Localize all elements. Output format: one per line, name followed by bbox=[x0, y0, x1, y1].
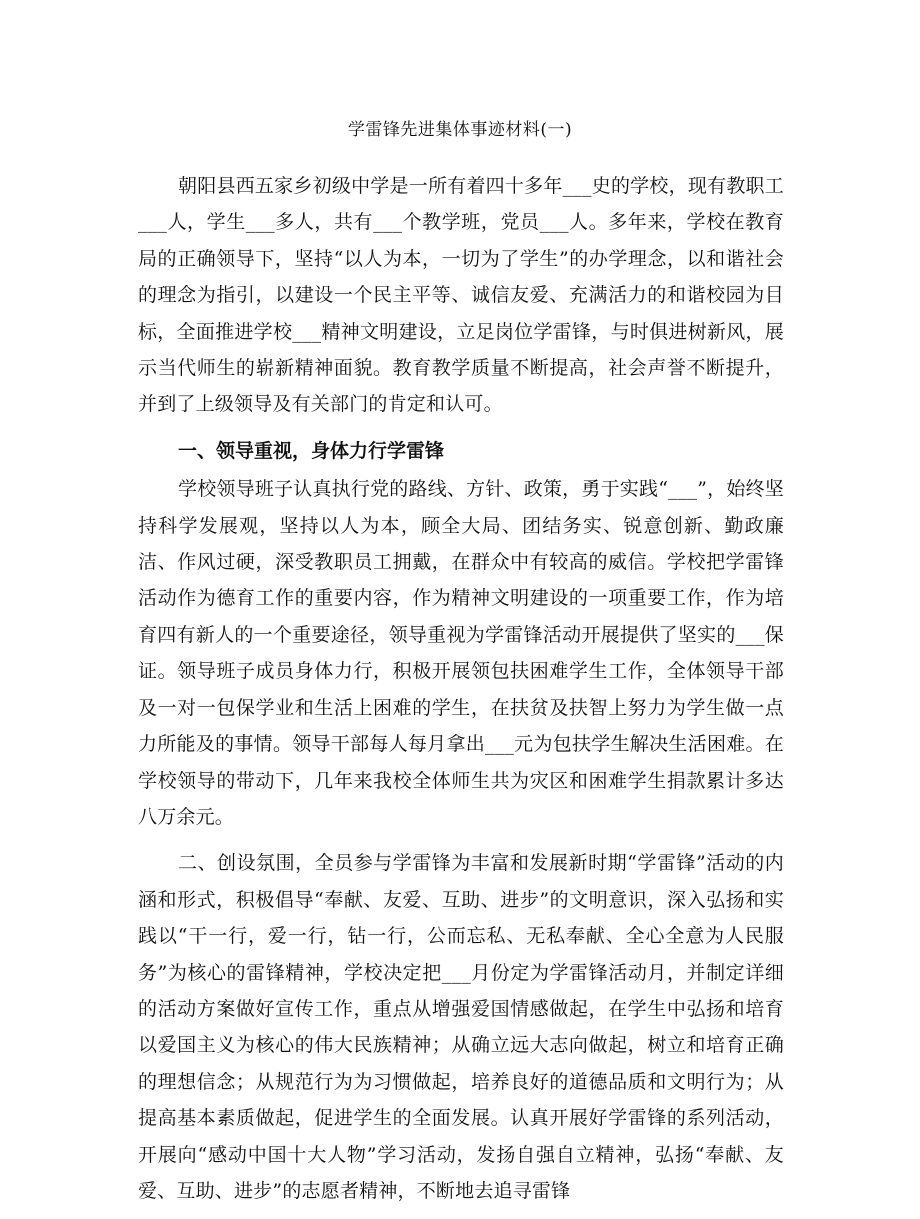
intro-paragraph: 朝阳县西五家乡初级中学是一所有着四十多年___史的学校，现有教职工___人，学生___多人，共有___个教学班，党员___人。多年来，学校在教育局的正确领导下，坚持“以人为本，一切为了学生”的办学理念，以和谐社会的理念为指引，以建设一个民主平等、诚信友爱、充满活力的和谐校园为目标，全面推进学校___精神文明建设，立足岗位学雷锋，与时俱进树新风，展示当代师生的崭新精神面貌。教育教学质量不断提高，社会声誉不断提升，并到了上级领导及有关部门的肯定和认可。 bbox=[138, 175, 784, 416]
section-heading-1: 一、领导重视，身体力行学雷锋 bbox=[178, 439, 445, 462]
leadership-paragraph: 学校领导班子认真执行党的路线、方针、政策，勇于实践“___”，始终坚持科学发展观，坚持以人为本，顾全大局、团结务实、锐意创新、勤政廉洁、作风过硬，深受教职员工拥戴，在群众中有较高的威信。学校把学雷锋活动作为德育工作的重要内容，作为精神文明建设的一项重要工作，作为培育四有新人的一个重要途径，领导重视为学雷锋活动开展提供了坚实的___保证。领导班子成员身体力行，积极开展领包扶困难学生工作，全体领导干部及一对一包保学业和生活上困难的学生，在扶贫及扶智上努力为学生做一点力所能及的事情。领导干部每人每月拿出___元为包扶学生解决生活困难。在学校领导的带动下，几年来我校全体师生共为灾区和困难学生捐款累计多达八万余元。 bbox=[138, 478, 784, 828]
document-body bbox=[138, 168, 784, 1219]
atmosphere-paragraph: 二、创设氛围，全员参与学雷锋为丰富和发展新时期“学雷锋”活动的内涵和形式，积极倡导“奉献、友爱、互助、进步”的文明意识，深入弘扬和实践以“干一行，爱一行，钻一行，公而忘私、无私奉献、全心全意为人民服务”为核心的雷锋精神，学校决定把___月份定为学雷锋活动月，并制定详细的活动方案做好宣传工作，重点从增强爱国情感做起，在学生中弘扬和培育以爱国主义为核心的伟大民族精神；从确立远大志向做起，树立和培育正确的理想信念；从规范行为为习惯做起，培养良好的道德品质和文明行为；从提高基本素质做起，促进学生的全面发展。认真开展好学雷锋的系列活动，开展向“感动中国十大人物”学习活动，发扬自强自立精神，弘扬“奉献、友爱、互助、进步”的志愿者精神，不断地去追寻雷锋 bbox=[138, 852, 784, 1202]
document-title: 学雷锋先进集体事迹材料(一) bbox=[347, 120, 573, 140]
